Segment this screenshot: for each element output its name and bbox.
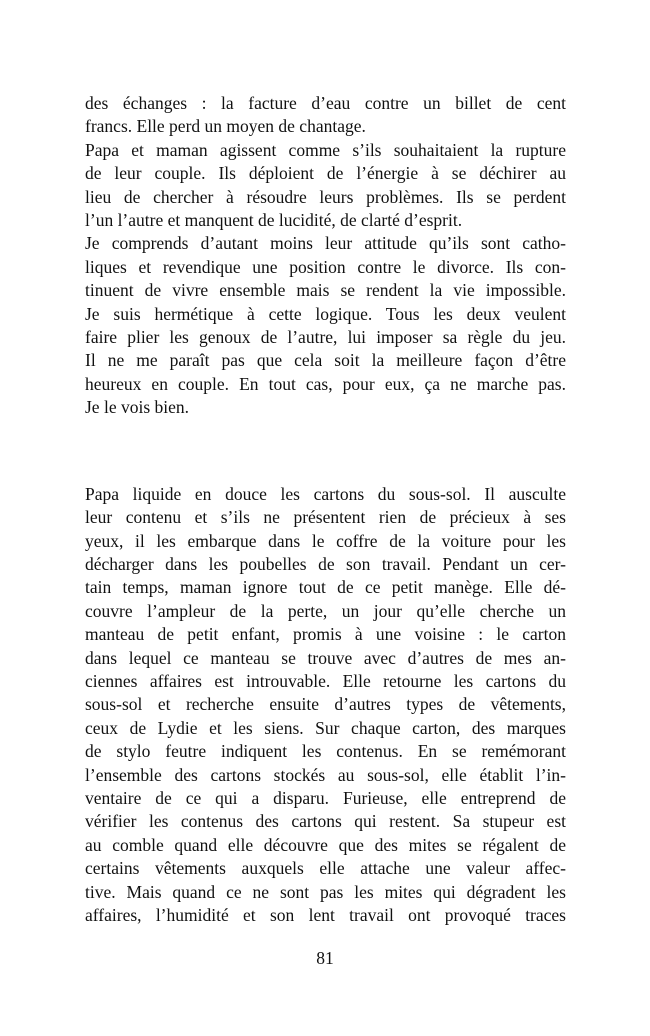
text-line: au comble quand elle découvre que des mites se régalent de [85,834,566,855]
page-number: 81 [316,948,334,968]
text-line: affaires, l’humidité et son lent travail ont provoqué traces [85,905,566,925]
text-line: ventaire de ce qui a disparu. Furieuse, elle entreprend de [85,787,566,808]
text-line: yeux, il les embarque dans le coffre de la voiture pour les [85,530,566,551]
text-block [85,92,566,927]
paragraph [85,139,566,233]
text-line: leur contenu et s’ils ne présentent rien de précieux à ses [85,507,566,528]
text-line: décharger dans les poubelles de son travail. Pendant un cer- [85,553,566,574]
text-line: sous-sol et recherche ensuite d’autres types de vêtements, [85,694,566,715]
text-line: liques et revendique une position contre le divorce. Ils con- [85,256,566,277]
text-line: tain temps, maman ignore tout de ce petit manège. Elle dé- [85,577,566,598]
text-line: dans lequel ce manteau se trouve avec d’autres de mes an- [85,647,566,668]
paragraph [85,483,566,928]
text-line: Je comprends d’autant moins leur attitude qu’ils sont catho- [85,233,566,254]
text-line: l’ensemble des cartons stockés au sous-sol, elle établit l’in- [85,764,566,785]
text-line: de leur couple. Ils déploient de l’énergie à se déchirer au [85,163,566,184]
text-line: certains vêtements auxquels elle attache une valeur affec- [85,858,566,879]
text-line: l’un l’autre et manquent de lucidité, de clarté d’esprit. [85,210,463,231]
text-line: manteau de petit enfant, promis à une voisine : le carton [85,624,566,645]
text-line: tive. Mais quand ce ne sont pas les mites qui dégradent les [85,881,566,902]
text-line: de stylo feutre indiquent les contenus. En se remémorant [85,741,566,762]
text-line: vérifier les contenus des cartons qui restent. Sa stupeur est [85,811,566,832]
text-line: ceux de Lydie et les siens. Sur chaque carton, des marques [85,717,566,738]
paragraph [85,92,566,139]
text-line: francs. Elle perd un moyen de chantage. [85,116,366,137]
paragraph [85,232,566,419]
text-line: Je le vois bien. [85,397,190,418]
text-line: tinuent de vivre ensemble mais se rendent la vie impossible. [85,280,566,301]
text-line: faire plier les genoux de l’autre, lui imposer sa règle du jeu. [85,327,566,348]
text-line: des échanges : la facture d’eau contre un billet de cent [85,93,566,113]
text-line: couvre l’ampleur de la perte, un jour qu’elle cherche un [85,600,566,621]
text-line: heureux en couple. En tout cas, pour eux, ça ne marche pas. [85,373,566,394]
text-line: Papa et maman agissent comme s’ils souhaitaient la rupture [85,139,566,160]
text-line: Il ne me paraît pas que cela soit la meilleure façon d’être [85,350,566,371]
text-line: lieu de chercher à résoudre leurs problèmes. Ils se perdent [85,186,566,207]
text-line: ciennes affaires est introuvable. Elle retourne les cartons du [85,670,566,691]
text-line: Je suis hermétique à cette logique. Tous les deux veulent [85,303,566,324]
text-line: Papa liquide en douce les cartons du sous-sol. Il ausculte [85,483,566,504]
